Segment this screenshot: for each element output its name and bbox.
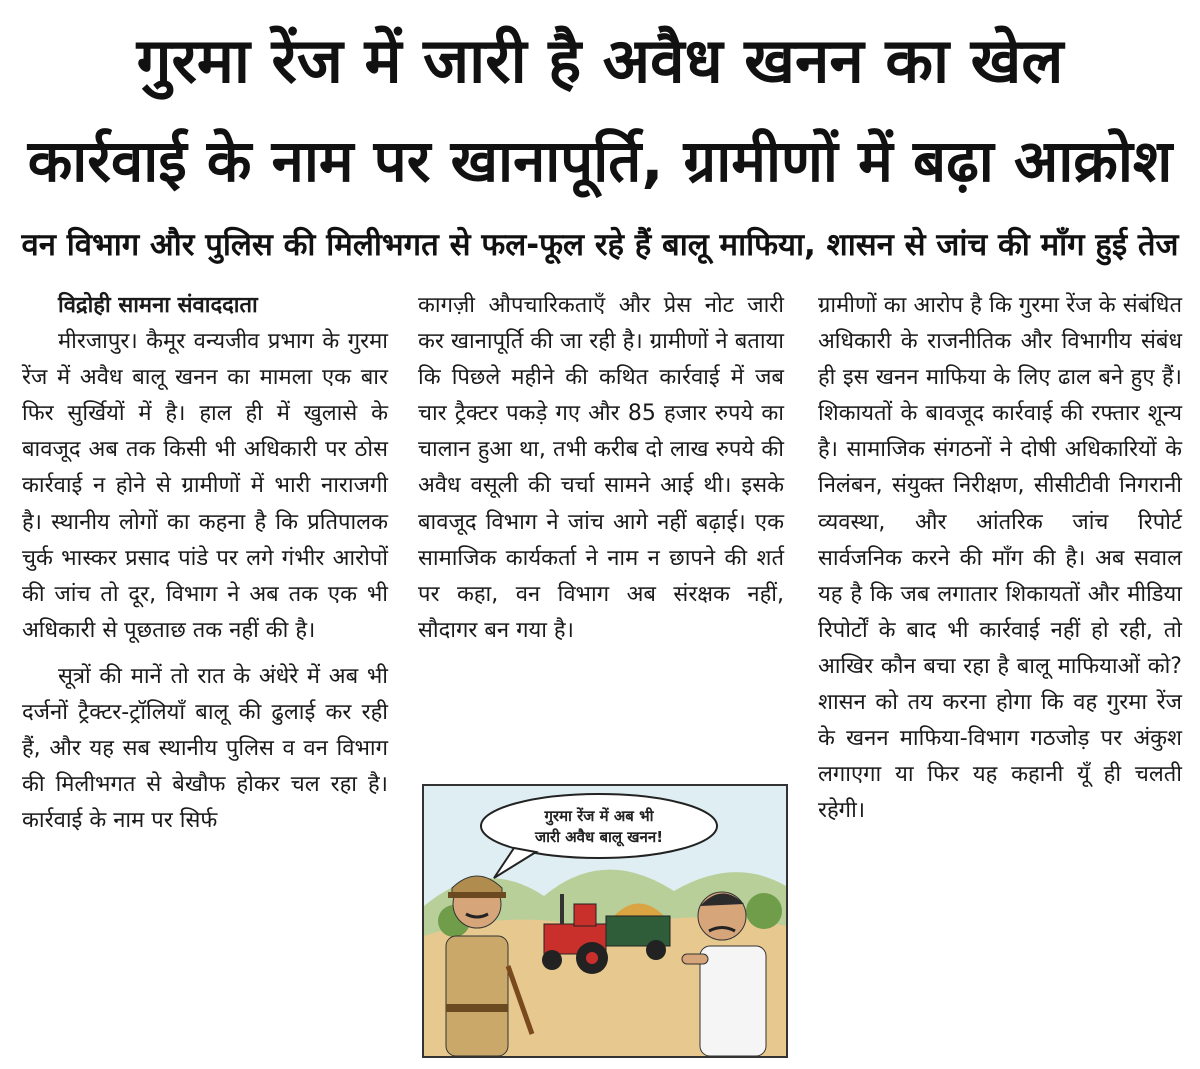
article-column-1: [22, 288, 388, 839]
cartoon-svg: [424, 786, 786, 1056]
article-column-2: [418, 288, 784, 649]
speech-bubble-line-1: गुरमा रेंज में अब भी: [544, 807, 654, 825]
article-column-3: [818, 288, 1182, 829]
column-1-paragraph-1: मीरजापुर। कैमूर वन्यजीव प्रभाग के गुरमा रेंज में अवैध बालू खनन का मामला एक बार फिर सुर्खियों में है। हाल ही में खुलासे के बावजूद अब तक किसी भी अधिकारी पर ठोस कार्रवाई न होने से ग्रामीणों में भारी नाराजगी है। स्थानीय लोगों का कहना है कि प्रतिपालक चुर्क भास्कर प्रसाद पांडे पर लगे गंभीर आरोपों की जांच तो दूर, विभाग ने अब तक एक भी अधिकारी से पूछताछ तक नहीं की है।: [22, 329, 388, 643]
column-1-paragraph-2: सूत्रों की मानें तो रात के अंधेरे में अब भी दर्जनों ट्रैक्टर-ट्रॉलियाँ बालू की ढुलाई कर रही हैं, और यह सब स्थानीय पुलिस व वन विभाग की मिलीभगत से बेखौफ होकर चल रहा है। कार्रवाई के नाम पर सिर्फ: [22, 663, 388, 834]
subheadline: वन विभाग और पुलिस की मिलीभगत से फल-फूल रहे हैं बालू माफिया, शासन से जांच की माँग हुई तेज: [21, 227, 1179, 263]
cartoon-illustration: [422, 784, 788, 1058]
speech-bubble-line-2: जारी अवैध बालू खनन!: [534, 828, 664, 846]
column-2-paragraph-1: कागज़ी औपचारिकताएँ और प्रेस नोट जारी कर खानापूर्ति की जा रही है। ग्रामीणों ने बताया कि पिछले महीने की कथित कार्रवाई में जब चार ट्रैक्टर पकड़े गए और 85 हजार रुपये का चालान हुआ था, तभी करीब दो लाख रुपये की अवैध वसूली की चर्चा सामने आई थी। इसके बावजूद विभाग ने जांच आगे नहीं बढ़ाई। एक सामाजिक कार्यकर्ता ने नाम न छापने की शर्त पर कहा, वन विभाग अब संरक्षक नहीं, सौदागर बन गया है।: [418, 293, 784, 643]
headline-line-1: गुरमा रेंज में जारी है अवैध खनन का खेल: [136, 24, 1064, 97]
byline: विद्रोही सामना संवाददाता: [58, 293, 258, 318]
column-3-paragraph-1: ग्रामीणों का आरोप है कि गुरमा रेंज के संबंधित अधिकारी के राजनीतिक और विभागीय संबंध ही इस खनन माफिया के लिए ढाल बने हुए हैं। शिकायतों के बावजूद कार्रवाई की रफ्तार शून्य है। सामाजिक संगठनों ने दोषी अधिकारियों के निलंबन, संयुक्त निरीक्षण, सीसीटीवी निगरानी व्यवस्था, और आंतरिक जांच रिपोर्ट सार्वजनिक करने की माँग की है। अब सवाल यह है कि जब लगातार शिकायतों और मीडिया रिपोर्टों के बाद भी कार्रवाई नहीं हो रही, तो आखिर कौन बचा रहा है बालू माफियाओं को? शासन को तय करना होगा कि वह गुरमा रेंज के खनन माफिया-विभाग गठजोड़ पर अंकुश लगाएगा या फिर यह कहानी यूँ ही चलती रहेगी।: [818, 293, 1182, 824]
headline-line-2: कार्रवाई के नाम पर खानापूर्ति, ग्रामीणों में बढ़ा आक्रोश: [27, 127, 1173, 195]
